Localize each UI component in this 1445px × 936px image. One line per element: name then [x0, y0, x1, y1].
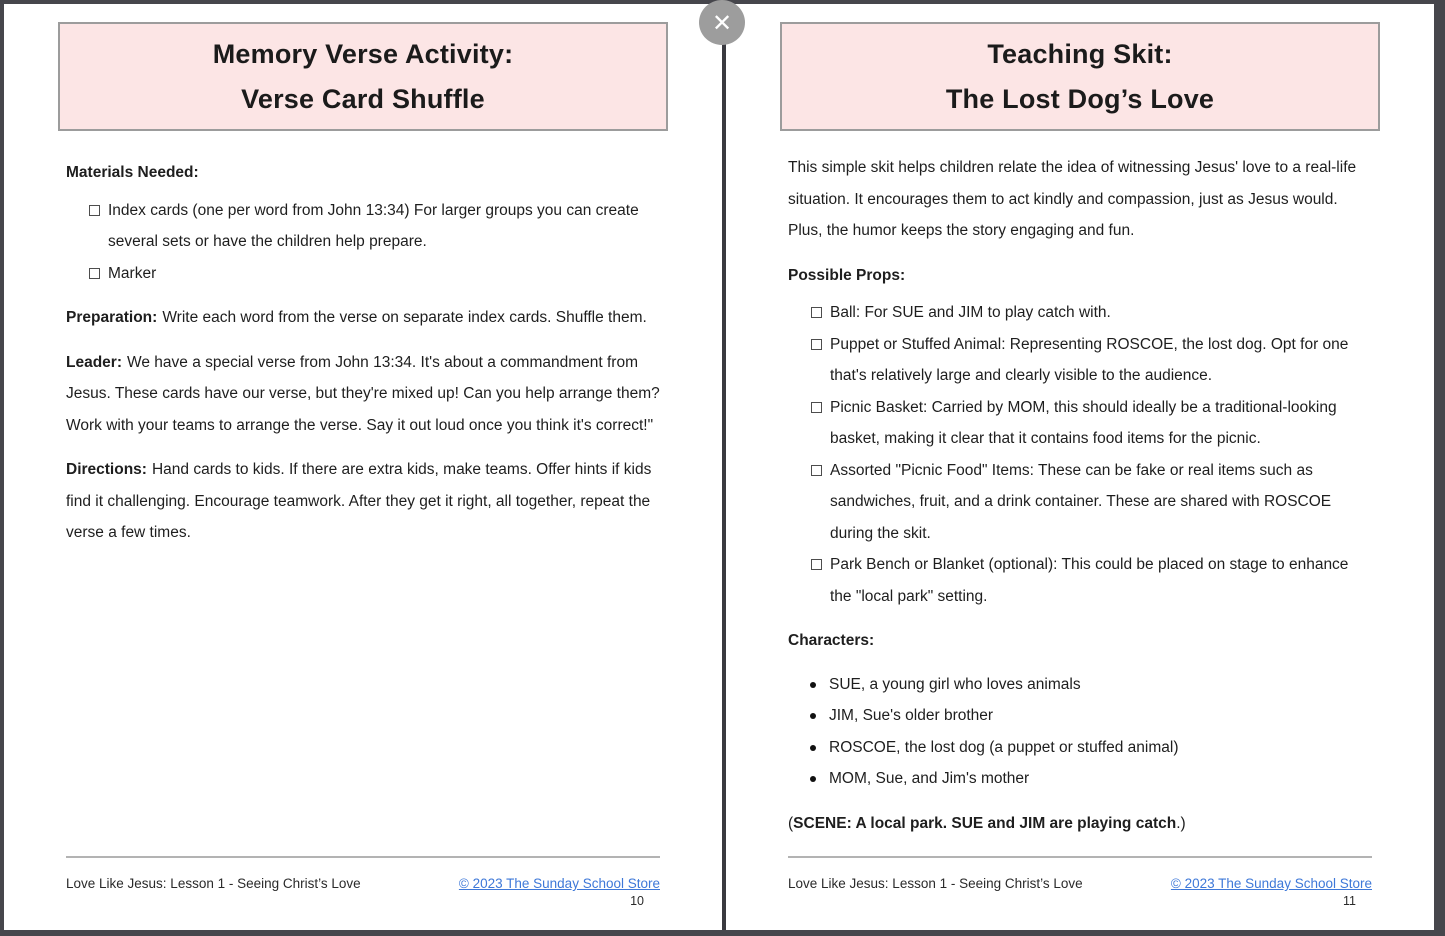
characters-heading: Characters:: [788, 632, 875, 649]
paragraph-text: Write each word from the verse on separate index cards. Shuffle them.: [162, 309, 647, 326]
page-number: 11: [1343, 894, 1356, 908]
props-list: [788, 297, 1374, 612]
footer-lesson-title: Love Like Jesus: Lesson 1 - Seeing Christ’s Love: [66, 876, 361, 891]
list-item-text: MOM, Sue, and Jim's mother: [829, 770, 1030, 787]
page-left: [4, 4, 722, 930]
leader-paragraph: [66, 347, 662, 442]
list-item-text: Park Bench or Blanket (optional): This could be placed on stage to enhance the "local park" setting.: [830, 556, 1349, 605]
left-title-box: [58, 22, 668, 131]
checkbox-icon: [811, 465, 822, 476]
footer-store-link[interactable]: © 2023 The Sunday School Store: [458, 876, 660, 891]
right-title-line2: The Lost Dog’s Love: [945, 83, 1215, 114]
list-item: [788, 669, 1374, 701]
scene-suffix: .): [1176, 814, 1186, 832]
paragraph-label: Leader:: [66, 353, 122, 371]
checkbox-icon: [811, 402, 822, 413]
right-title-line1: Teaching Skit:: [987, 38, 1173, 69]
directions-paragraph: [66, 454, 662, 549]
checkbox-icon: [811, 339, 822, 350]
list-item-text: Index cards (one per word from John 13:34) For larger groups you can create several sets or have the children help prepare.: [108, 201, 639, 250]
list-item-text: Ball: For SUE and JIM to play catch with.: [830, 304, 1111, 321]
list-item: [66, 195, 662, 258]
list-item: [788, 763, 1374, 795]
list-item-text: Picnic Basket: Carried by MOM, this should ideally be a traditional-looking basket, making it clear that it contains food items for the picnic.: [830, 398, 1337, 447]
footer-divider: [788, 856, 1372, 858]
paragraph-text: We have a special verse from John 13:34. It's about a commandment from Jesus. These cards have our verse, but they're mixed up! Can you help arrange them? Work with your teams to arrange the verse. Say it out loud once you think it's correct!": [66, 353, 660, 434]
checkbox-icon: [811, 307, 822, 318]
checkbox-icon: [89, 268, 100, 279]
characters-list: [788, 669, 1374, 795]
materials-heading: Materials Needed:: [66, 164, 199, 181]
scene-text: SCENE: A local park. SUE and JIM are playing catch: [793, 814, 1177, 832]
scene-prefix: (: [788, 814, 794, 832]
footer-store-link[interactable]: © 2023 The Sunday School Store: [1170, 876, 1372, 891]
paragraph-label: Preparation:: [66, 309, 158, 326]
document-spread: [4, 4, 1434, 930]
list-item: [788, 549, 1374, 612]
page-right: [726, 4, 1434, 930]
close-icon: ✕: [711, 8, 733, 37]
preparation-paragraph: [66, 302, 662, 334]
list-item-text: ROSCOE, the lost dog (a puppet or stuffed animal): [829, 738, 1179, 756]
materials-list: [66, 195, 662, 290]
paragraph-text: Hand cards to kids. If there are extra kids, make teams. Offer hints if kids find it challenging. Encourage teamwork. After they get it right, all together, repeat the verse a few times.: [66, 461, 652, 541]
list-item: [788, 455, 1374, 550]
list-item-text: SUE, a young girl who loves animals: [829, 675, 1081, 693]
list-item-text: Assorted "Picnic Food" Items: These can be fake or real items such as sandwiches, fruit, and a drink container. These are shared with ROSCOE during the skit.: [830, 461, 1332, 542]
props-heading: Possible Props:: [788, 266, 906, 284]
bullet-icon: [810, 713, 816, 719]
list-item-text: Marker: [108, 264, 157, 282]
skit-intro-paragraph: This simple skit helps children relate the idea of witnessing Jesus' love to a real-life situation. It encourages them to act kindly and compassion, just as Jesus would. Plus, the humor keeps the story engaging and fun.: [788, 159, 1357, 239]
left-page-content: [4, 157, 722, 549]
footer-lesson-title: Love Like Jesus: Lesson 1 - Seeing Christ’s Love: [788, 876, 1083, 891]
bullet-icon: [810, 745, 816, 751]
list-item: [788, 732, 1374, 764]
scene-line: [788, 808, 1374, 840]
close-button[interactable]: [699, 0, 745, 45]
left-title-line2: Verse Card Shuffle: [241, 83, 485, 114]
checkbox-icon: [89, 205, 100, 216]
left-page-footer: [66, 856, 660, 908]
list-item: [788, 297, 1374, 329]
left-title-line1: Memory Verse Activity:: [212, 38, 514, 69]
right-page-footer: [788, 856, 1372, 908]
list-item-text: Puppet or Stuffed Animal: Representing ROSCOE, the lost dog. Opt for one that's relatively large and clearly visible to the audience.: [830, 335, 1349, 384]
list-item-text: JIM, Sue's older brother: [829, 707, 994, 724]
list-item: [788, 329, 1374, 392]
list-item: [788, 392, 1374, 455]
paragraph-label: Directions:: [66, 461, 147, 478]
bullet-icon: [810, 682, 816, 688]
checkbox-icon: [811, 559, 822, 570]
right-page-content: [726, 152, 1434, 839]
list-item: [66, 258, 662, 290]
footer-divider: [66, 856, 660, 858]
bullet-icon: [810, 776, 816, 782]
page-number: 10: [630, 894, 644, 908]
right-title-box: [780, 22, 1380, 131]
list-item: [788, 700, 1374, 732]
